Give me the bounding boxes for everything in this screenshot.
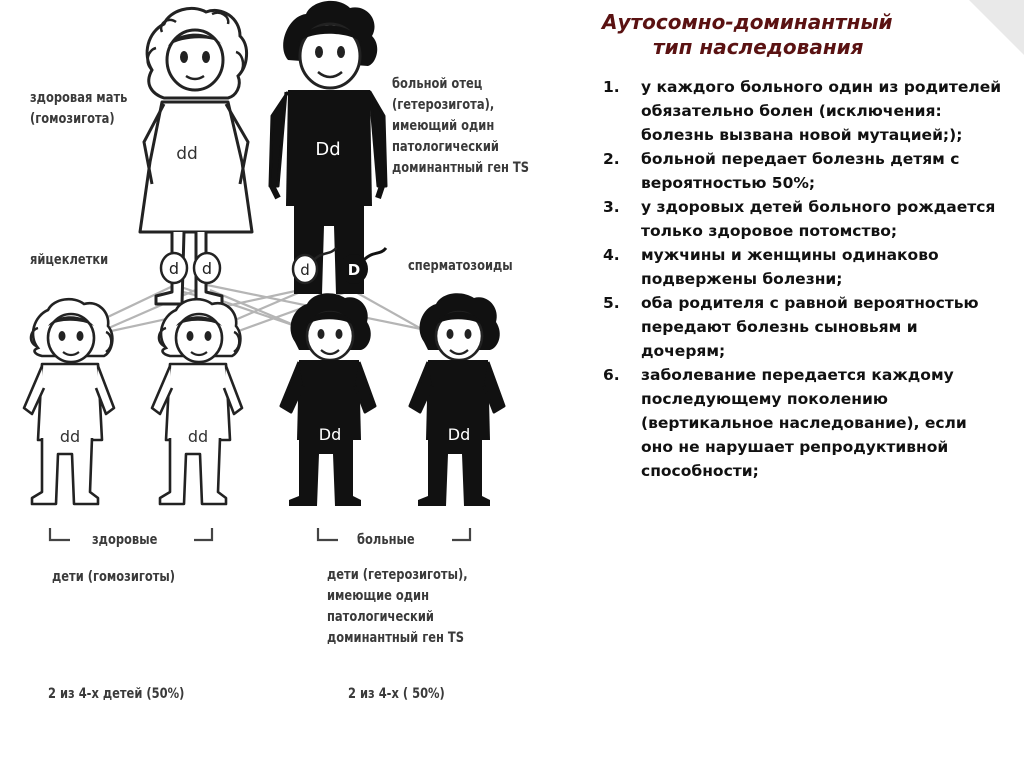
father-label-line3: имеющий один bbox=[392, 118, 495, 134]
rule-number: 3. bbox=[603, 198, 620, 216]
rule-item bbox=[603, 195, 1003, 243]
rule-item bbox=[603, 363, 1003, 483]
mother-label bbox=[30, 88, 127, 130]
mother-label-line2: (гомозигота) bbox=[30, 111, 115, 127]
rule-item bbox=[603, 243, 1003, 291]
affected-ratio: 2 из 4-х ( 50%) bbox=[348, 686, 445, 702]
sperm-2-allele: D bbox=[347, 261, 361, 279]
slide-title-line1: Аутосомно-доминантный bbox=[602, 10, 893, 34]
egg-2-allele: d bbox=[201, 259, 213, 278]
rule-text: мужчины и женщины одинаково подвержены болезни; bbox=[641, 246, 939, 288]
affected-description-line2: имеющие один bbox=[327, 588, 430, 604]
slide-title-line2: тип наследования bbox=[653, 35, 864, 59]
rule-item bbox=[603, 147, 1003, 195]
rule-number: 4. bbox=[603, 246, 620, 264]
sperm-label: сперматозоиды bbox=[408, 258, 513, 274]
rule-text: у каждого больного один из родителей обязательно болен (исключения: болезнь вызвана новой мутацией;); bbox=[641, 78, 1002, 144]
egg-1 bbox=[161, 253, 187, 283]
child-3-genotype: Dd bbox=[318, 425, 342, 444]
rule-text: больной передает болезнь детям с вероятностью 50%; bbox=[641, 150, 960, 192]
rule-number: 2. bbox=[603, 150, 620, 168]
rule-text: заболевание передается каждому последующему поколению (вертикальное наследование), если оно не нарушает репродуктивной способности; bbox=[641, 366, 967, 480]
healthy-ratio: 2 из 4-х детей (50%) bbox=[48, 686, 185, 702]
child-1-genotype: dd bbox=[59, 427, 81, 446]
mother-genotype: dd bbox=[176, 144, 198, 164]
healthy-description: дети (гомозиготы) bbox=[52, 569, 176, 585]
affected-description-line4: доминантный ген TS bbox=[327, 630, 465, 646]
affected-description-line1: дети (гетерозиготы), bbox=[327, 567, 468, 583]
rule-text: у здоровых детей больного рождается только здоровое потомство; bbox=[641, 198, 996, 240]
affected-bracket-label: больные bbox=[357, 532, 415, 548]
eggs-label: яйцеклетки bbox=[30, 252, 109, 268]
father-label-line5: доминантный ген TS bbox=[392, 160, 530, 176]
rule-number: 1. bbox=[603, 78, 620, 96]
rule-item bbox=[603, 75, 1003, 147]
slide-title bbox=[596, 10, 1006, 60]
rule-number: 6. bbox=[603, 366, 620, 384]
father-label-line4: патологический bbox=[392, 139, 499, 155]
affected-description-line3: патологический bbox=[327, 609, 434, 625]
child-4-genotype: Dd bbox=[447, 425, 471, 444]
father-label-line2: (гетерозигота), bbox=[392, 97, 495, 113]
cross-lines bbox=[70, 285, 450, 345]
child-4-figure bbox=[410, 293, 504, 506]
mother-label-line1: здоровая мать bbox=[30, 90, 128, 106]
rule-item bbox=[603, 291, 1003, 363]
child-2-genotype: dd bbox=[187, 427, 209, 446]
father-label-line1: больной отец bbox=[392, 76, 483, 92]
sperm-1-allele: d bbox=[300, 261, 310, 279]
child-1-figure bbox=[24, 299, 114, 504]
egg-2 bbox=[194, 253, 220, 283]
rule-text: оба родителя с равной вероятностью передают болезнь сыновьям и дочерям; bbox=[641, 294, 979, 360]
egg-1-allele: d bbox=[168, 259, 180, 278]
child-3-figure bbox=[281, 293, 375, 506]
healthy-bracket-label: здоровые bbox=[92, 532, 158, 548]
rule-number: 5. bbox=[603, 294, 620, 312]
father-genotype: Dd bbox=[315, 139, 341, 160]
inheritance-rules-list bbox=[603, 75, 1003, 483]
father-label bbox=[392, 74, 529, 179]
child-2-figure bbox=[152, 299, 242, 504]
affected-description bbox=[327, 565, 468, 649]
